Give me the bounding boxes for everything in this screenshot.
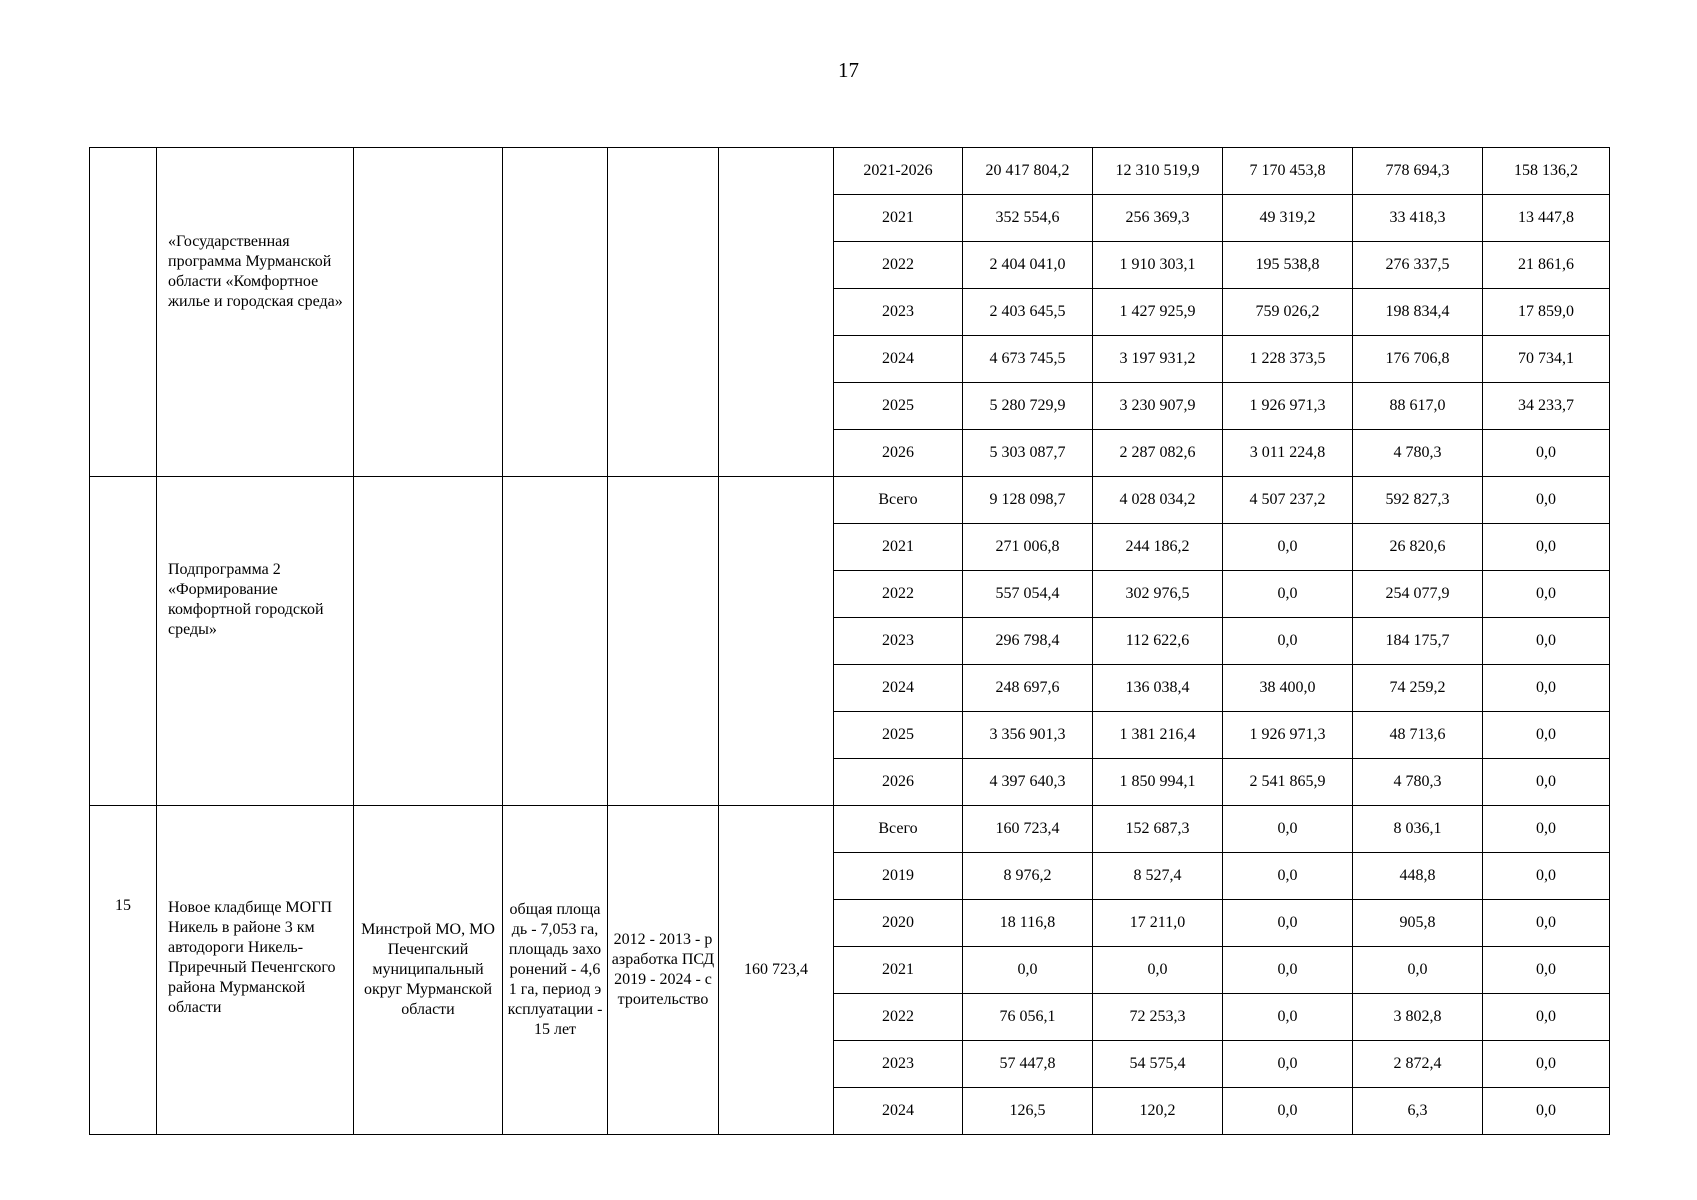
regional-cell: 0,0 [1223,994,1353,1041]
year-cell: 2020 [834,900,963,947]
federal-cell: 17 211,0 [1093,900,1223,947]
local-cell: 198 834,4 [1353,289,1483,336]
other-cell: 17 859,0 [1483,289,1610,336]
federal-cell: 8 527,4 [1093,853,1223,900]
federal-cell: 4 028 034,2 [1093,477,1223,524]
other-cell: 0,0 [1483,665,1610,712]
regional-cell: 4 507 237,2 [1223,477,1353,524]
total-cell: 557 054,4 [963,571,1093,618]
year-cell: 2025 [834,712,963,759]
local-cell: 184 175,7 [1353,618,1483,665]
regional-cell: 0,0 [1223,806,1353,853]
total-cell: 76 056,1 [963,994,1093,1041]
federal-cell: 256 369,3 [1093,195,1223,242]
local-cell: 74 259,2 [1353,665,1483,712]
regional-cell: 0,0 [1223,618,1353,665]
year-cell: 2023 [834,618,963,665]
budget-table [89,147,1610,1135]
total-cell: 5 280 729,9 [963,383,1093,430]
page-number: 17 [838,58,859,82]
total-cell: 248 697,6 [963,665,1093,712]
subprogram-name-cell [157,477,354,806]
local-cell: 176 706,8 [1353,336,1483,383]
regional-cell: 0,0 [1223,1088,1353,1135]
other-cell: 0,0 [1483,571,1610,618]
total-cell: 126,5 [963,1088,1093,1135]
row-number-cell: 15 [90,806,157,1135]
capacity-cell [503,148,608,477]
federal-cell: 120,2 [1093,1088,1223,1135]
regional-cell: 49 319,2 [1223,195,1353,242]
period-cell [608,148,719,477]
local-cell: 26 820,6 [1353,524,1483,571]
local-cell: 2 872,4 [1353,1041,1483,1088]
executor-cell [354,148,503,477]
local-cell: 3 802,8 [1353,994,1483,1041]
total-cell: 20 417 804,2 [963,148,1093,195]
federal-cell: 1 850 994,1 [1093,759,1223,806]
other-cell: 0,0 [1483,477,1610,524]
year-cell: 2026 [834,430,963,477]
year-cell: 2021 [834,947,963,994]
local-cell: 4 780,3 [1353,430,1483,477]
regional-cell: 7 170 453,8 [1223,148,1353,195]
year-cell: 2022 [834,994,963,1041]
regional-cell: 1 926 971,3 [1223,383,1353,430]
total-cell: 271 006,8 [963,524,1093,571]
table-row [90,148,1610,195]
other-cell: 0,0 [1483,430,1610,477]
year-cell: 2023 [834,1041,963,1088]
federal-cell: 2 287 082,6 [1093,430,1223,477]
cost-cell [719,477,834,806]
federal-cell: 72 253,3 [1093,994,1223,1041]
year-cell: 2021-2026 [834,148,963,195]
table-row [90,806,1610,853]
other-cell: 0,0 [1483,806,1610,853]
total-cell: 0,0 [963,947,1093,994]
other-cell: 0,0 [1483,712,1610,759]
capacity-text: общая площадь - 7,053 га, площадь захоронений - 4,61 га, период эксплуатации - 15 лет [507,901,603,1038]
local-cell: 8 036,1 [1353,806,1483,853]
object-name: Новое кладбище МОГП Никель в районе 3 км автодороги Никель-Приречный Печенгского района Мурманской области [168,899,336,1016]
regional-cell: 38 400,0 [1223,665,1353,712]
regional-cell: 1 926 971,3 [1223,712,1353,759]
total-cell: 9 128 098,7 [963,477,1093,524]
local-cell: 905,8 [1353,900,1483,947]
total-cell: 3 356 901,3 [963,712,1093,759]
total-cell: 8 976,2 [963,853,1093,900]
other-cell: 0,0 [1483,524,1610,571]
regional-cell: 3 011 224,8 [1223,430,1353,477]
other-cell: 0,0 [1483,853,1610,900]
total-cell: 2 404 041,0 [963,242,1093,289]
total-cell: 160 723,4 [963,806,1093,853]
federal-cell: 152 687,3 [1093,806,1223,853]
year-cell: 2026 [834,759,963,806]
cost-cell [719,148,834,477]
total-cell: 352 554,6 [963,195,1093,242]
year-cell: Всего [834,806,963,853]
other-cell: 21 861,6 [1483,242,1610,289]
federal-cell: 136 038,4 [1093,665,1223,712]
federal-cell: 1 910 303,1 [1093,242,1223,289]
local-cell: 448,8 [1353,853,1483,900]
local-cell: 276 337,5 [1353,242,1483,289]
row-number-cell [90,148,157,477]
year-cell: 2025 [834,383,963,430]
capacity-cell [503,806,608,1135]
regional-cell: 0,0 [1223,1041,1353,1088]
federal-cell: 1 381 216,4 [1093,712,1223,759]
year-cell: 2023 [834,289,963,336]
subprogram-name: Подпрограмма 2 «Формирование комфортной городской среды» [168,561,324,638]
year-cell: 2024 [834,665,963,712]
other-cell: 0,0 [1483,618,1610,665]
regional-cell: 0,0 [1223,571,1353,618]
year-cell: Всего [834,477,963,524]
table-row [90,477,1610,524]
other-cell: 0,0 [1483,1088,1610,1135]
executor-text: Минстрой МО, МО Печенгский муниципальный округ Мурманской области [361,921,495,1018]
regional-cell: 2 541 865,9 [1223,759,1353,806]
executor-cell [354,806,503,1135]
program-name-cell [157,148,354,477]
local-cell: 254 077,9 [1353,571,1483,618]
federal-cell: 12 310 519,9 [1093,148,1223,195]
federal-cell: 244 186,2 [1093,524,1223,571]
federal-cell: 54 575,4 [1093,1041,1223,1088]
year-cell: 2022 [834,242,963,289]
regional-cell: 0,0 [1223,900,1353,947]
local-cell: 0,0 [1353,947,1483,994]
local-cell: 4 780,3 [1353,759,1483,806]
other-cell: 0,0 [1483,994,1610,1041]
total-cell: 2 403 645,5 [963,289,1093,336]
federal-cell: 3 197 931,2 [1093,336,1223,383]
other-cell: 158 136,2 [1483,148,1610,195]
period-text: 2012 - 2013 - разработка ПСД 2019 - 2024 - строительство [611,931,715,1008]
year-cell: 2024 [834,336,963,383]
federal-cell: 302 976,5 [1093,571,1223,618]
program-name: «Государственная программа Мурманской области «Комфортное жилье и городская среда» [168,233,343,310]
regional-cell: 759 026,2 [1223,289,1353,336]
object-name-cell [157,806,354,1135]
other-cell: 0,0 [1483,900,1610,947]
year-cell: 2022 [834,571,963,618]
other-cell: 0,0 [1483,947,1610,994]
other-cell: 13 447,8 [1483,195,1610,242]
local-cell: 592 827,3 [1353,477,1483,524]
other-cell: 34 233,7 [1483,383,1610,430]
regional-cell: 0,0 [1223,524,1353,571]
local-cell: 48 713,6 [1353,712,1483,759]
regional-cell: 1 228 373,5 [1223,336,1353,383]
period-cell [608,477,719,806]
other-cell: 70 734,1 [1483,336,1610,383]
total-cell: 57 447,8 [963,1041,1093,1088]
year-cell: 2021 [834,524,963,571]
regional-cell: 195 538,8 [1223,242,1353,289]
total-cell: 296 798,4 [963,618,1093,665]
local-cell: 88 617,0 [1353,383,1483,430]
other-cell: 0,0 [1483,1041,1610,1088]
capacity-cell [503,477,608,806]
other-cell: 0,0 [1483,759,1610,806]
row-number-cell [90,477,157,806]
executor-cell [354,477,503,806]
total-cell: 4 397 640,3 [963,759,1093,806]
regional-cell: 0,0 [1223,853,1353,900]
year-cell: 2021 [834,195,963,242]
federal-cell: 3 230 907,9 [1093,383,1223,430]
total-cell: 4 673 745,5 [963,336,1093,383]
period-cell [608,806,719,1135]
federal-cell: 1 427 925,9 [1093,289,1223,336]
local-cell: 33 418,3 [1353,195,1483,242]
federal-cell: 0,0 [1093,947,1223,994]
year-cell: 2024 [834,1088,963,1135]
local-cell: 6,3 [1353,1088,1483,1135]
federal-cell: 112 622,6 [1093,618,1223,665]
total-cell: 5 303 087,7 [963,430,1093,477]
year-cell: 2019 [834,853,963,900]
cost-cell: 160 723,4 [719,806,834,1135]
regional-cell: 0,0 [1223,947,1353,994]
local-cell: 778 694,3 [1353,148,1483,195]
total-cell: 18 116,8 [963,900,1093,947]
